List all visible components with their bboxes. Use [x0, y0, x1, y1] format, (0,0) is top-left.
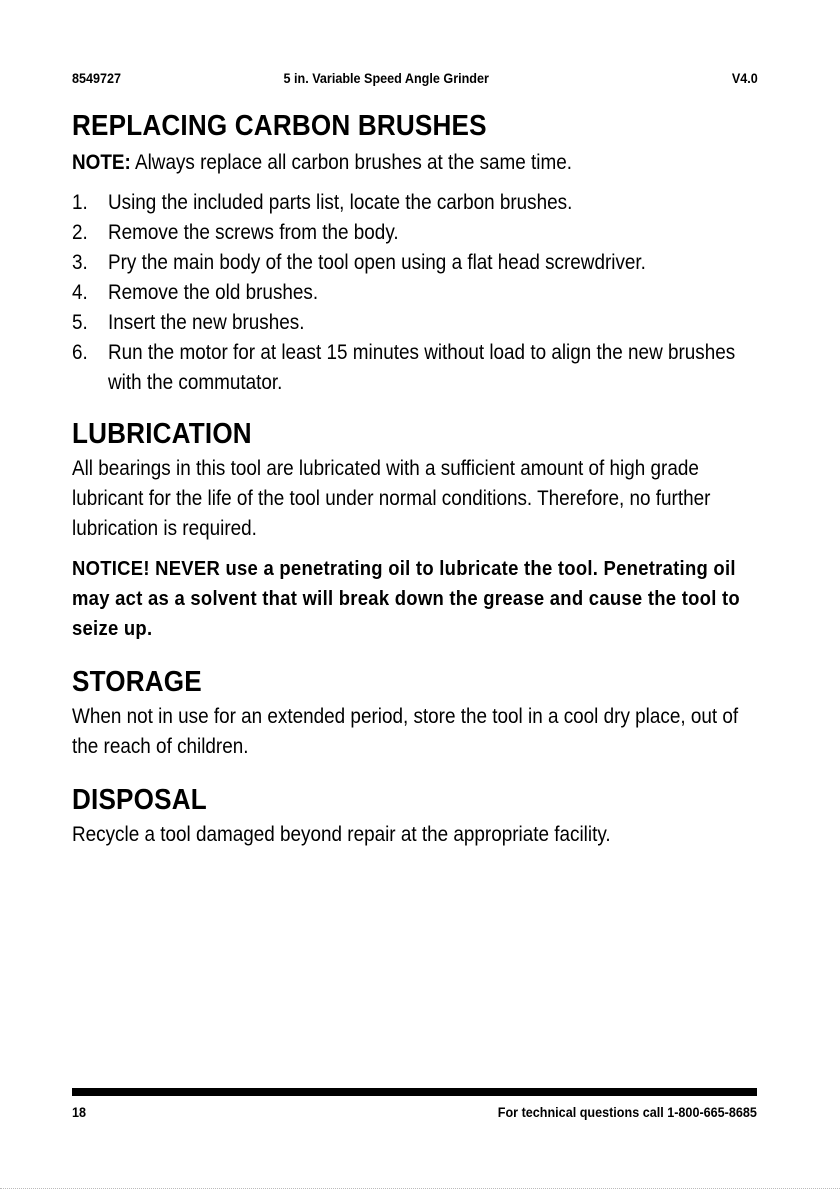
section-lubrication — [72, 414, 767, 644]
step-number: 2. — [72, 221, 88, 244]
list-item — [72, 218, 767, 248]
section-title-lubrication: LUBRICATION — [72, 418, 252, 450]
list-item — [72, 248, 767, 278]
support-contact: For technical questions call 1-800-665-8685 — [497, 1104, 757, 1120]
list-item — [72, 188, 767, 218]
step-number: 5. — [72, 311, 88, 334]
section-storage — [72, 662, 767, 762]
lubrication-body: All bearings in this tool are lubricated with a sufficient amount of high grade lubricant for the life of the tool under normal conditions. Therefore, no further lubrication is required. — [72, 457, 711, 540]
note-text: Always replace all carbon brushes at the same time. — [130, 151, 573, 174]
step-number: 1. — [72, 191, 88, 214]
step-text: Remove the old brushes. — [108, 281, 319, 304]
brush-steps-list — [72, 188, 767, 398]
scan-edge-divider — [0, 1188, 840, 1190]
disposal-body: Recycle a tool damaged beyond repair at the appropriate facility. — [72, 823, 611, 846]
step-number: 6. — [72, 341, 88, 364]
page-content — [72, 106, 767, 850]
step-number: 4. — [72, 281, 88, 304]
manual-page — [72, 0, 768, 1192]
product-title: 5 in. Variable Speed Angle Grinder — [283, 70, 489, 86]
list-item — [72, 278, 767, 308]
section-title-disposal: DISPOSAL — [72, 784, 207, 816]
page-footer — [72, 1104, 757, 1124]
step-text: Run the motor for at least 15 minutes without load to align the new brushes with the commutator. — [108, 341, 736, 394]
step-number: 3. — [72, 251, 88, 274]
page-header — [72, 70, 758, 90]
storage-body: When not in use for an extended period, store the tool in a cool dry place, out of the reach of children. — [72, 705, 739, 758]
list-item — [72, 338, 767, 398]
footer-divider — [72, 1088, 757, 1096]
list-item — [72, 308, 767, 338]
model-number: 8549727 — [72, 70, 122, 86]
version-label: V4.0 — [731, 70, 758, 86]
section-disposal — [72, 780, 767, 850]
section-replacing-brushes — [72, 106, 767, 398]
step-text: Pry the main body of the tool open using a flat head screwdriver. — [108, 251, 646, 274]
step-text: Remove the screws from the body. — [108, 221, 399, 244]
note-label: NOTE: — [72, 151, 131, 174]
section-title-storage: STORAGE — [72, 666, 202, 698]
step-text: Using the included parts list, locate the carbon brushes. — [108, 191, 573, 214]
brushes-note — [72, 148, 767, 178]
step-text: Insert the new brushes. — [108, 311, 305, 334]
lubrication-notice: NOTICE! NEVER use a penetrating oil to lubricate the tool. Penetrating oil may act as a solvent that will break down the grease and cause the tool to seize up. — [72, 557, 740, 640]
section-title-brushes: REPLACING CARBON BRUSHES — [72, 110, 487, 142]
page-number: 18 — [72, 1104, 87, 1120]
